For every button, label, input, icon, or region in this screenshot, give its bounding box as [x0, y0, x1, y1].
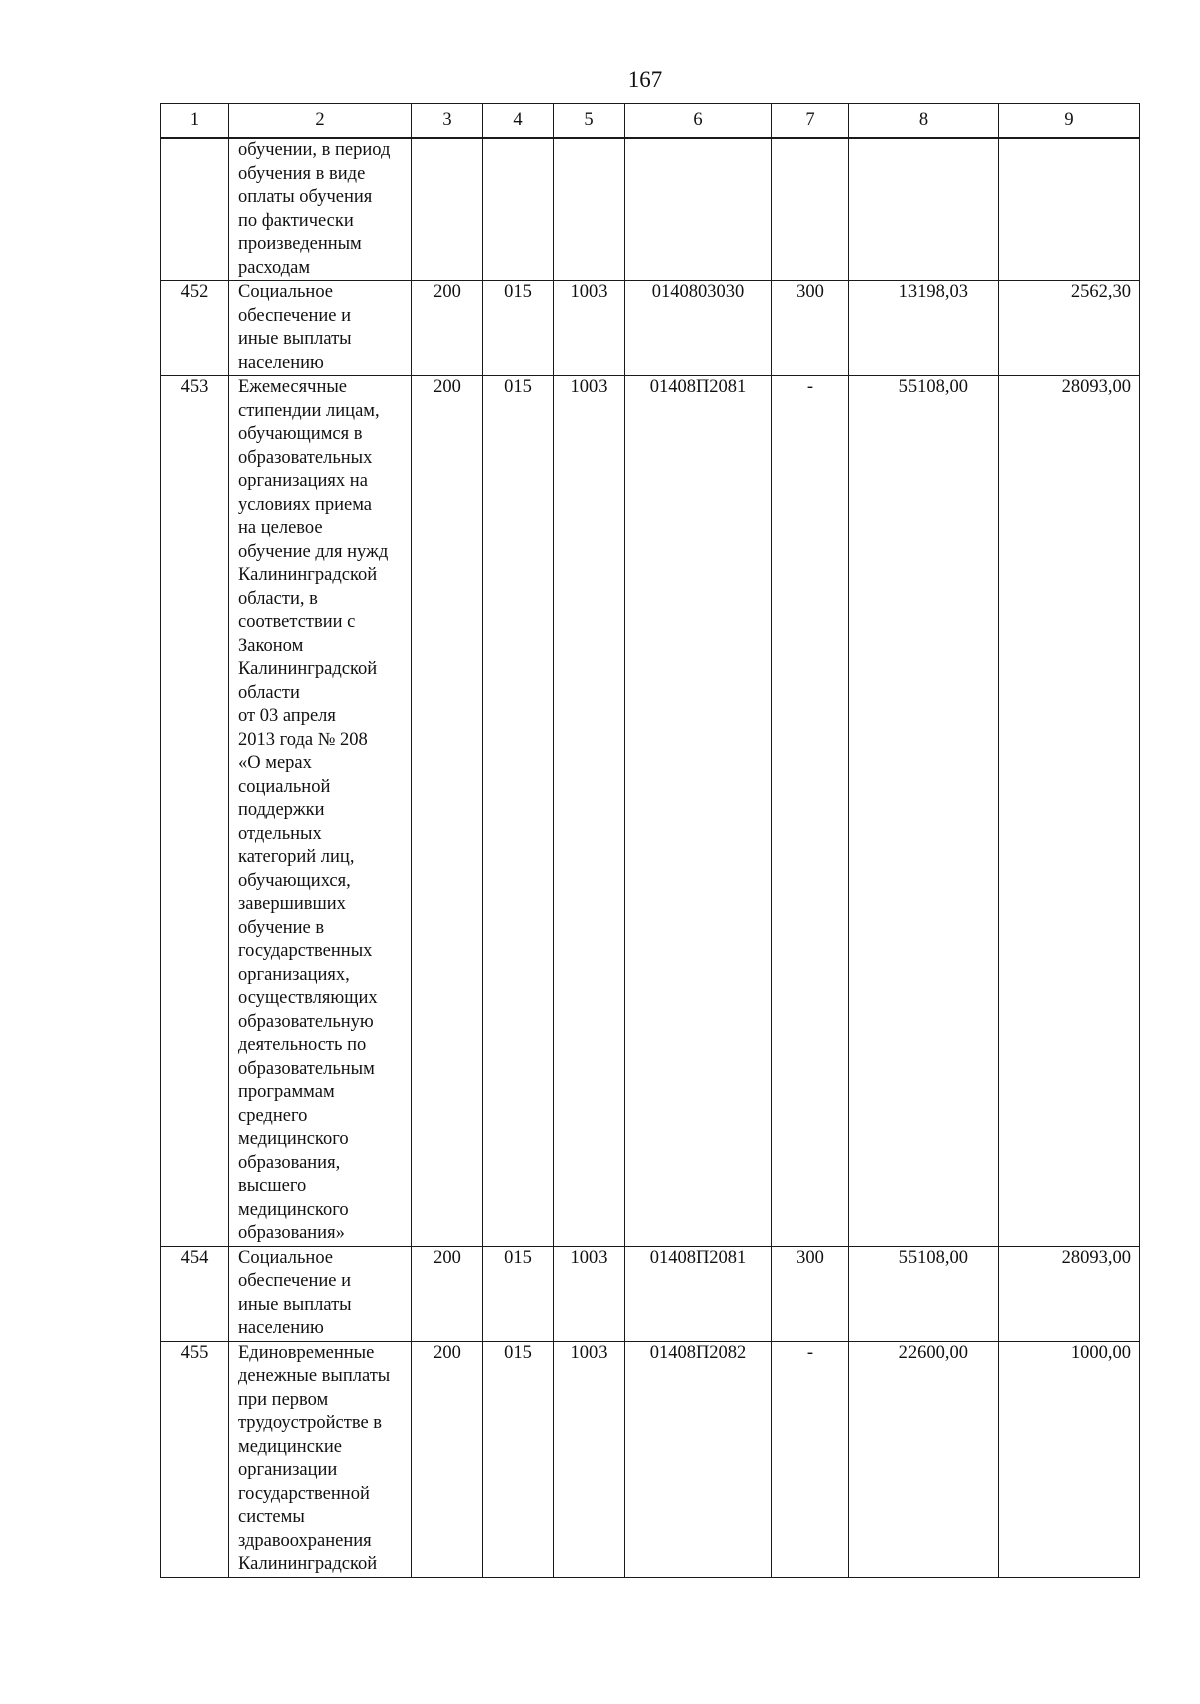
description-line: обучение для нужд: [238, 541, 389, 562]
column-header-9: 9: [999, 104, 1140, 139]
column-header-3: 3: [412, 104, 483, 139]
description-line: среднего: [238, 1105, 308, 1126]
description-line: оплаты обучения: [238, 187, 373, 207]
cell-col-3: 200: [412, 1246, 483, 1341]
description-line: государственных: [238, 941, 373, 961]
table-body: [161, 138, 1140, 1577]
description-line: обучения в виде: [238, 163, 366, 184]
description-line: образования,: [238, 1152, 341, 1173]
description-line: обучающимся в: [238, 424, 363, 444]
header-row: [161, 104, 1140, 139]
description-line: обучение в: [238, 917, 325, 938]
cell-amount-9: 1000,00: [999, 1341, 1140, 1577]
cell-col-3: 200: [412, 1341, 483, 1577]
description-line: иные выплаты: [238, 1294, 352, 1315]
cell-amount-9: 28093,00: [999, 376, 1140, 1247]
cell-amount-9: 2562,30: [999, 281, 1140, 376]
description-line: населению: [238, 1318, 324, 1338]
column-header-5: 5: [554, 104, 625, 139]
description-line: организациях на: [238, 471, 368, 491]
description-cell: [229, 281, 412, 376]
description-line: образовательную: [238, 1011, 374, 1032]
cell-col-5: 1003: [554, 376, 625, 1247]
description-line: произведенным: [238, 234, 362, 254]
description-line: стипендии лицам,: [238, 400, 380, 421]
row-number-cell: 454: [161, 1246, 229, 1341]
cell-budget-code: 0140803030: [625, 281, 772, 376]
cell-col-7: [772, 138, 849, 281]
description-line: обучении, в период: [238, 140, 391, 160]
row-number-cell: 453: [161, 376, 229, 1247]
description-line: иные выплаты: [238, 329, 352, 349]
cell-col-3: [412, 138, 483, 281]
table-row: [161, 1341, 1140, 1577]
description-cell: [229, 376, 412, 1247]
description-cell: [229, 138, 412, 281]
description-line: программам: [238, 1082, 335, 1102]
description-line: Социальное: [238, 1247, 334, 1268]
description-line: области: [238, 682, 300, 703]
description-line: медицинского: [238, 1129, 349, 1149]
cell-budget-code: 01408П2081: [625, 1246, 772, 1341]
column-header-6: 6: [625, 104, 772, 139]
page-number: 167: [627, 67, 663, 92]
description-line: организации: [238, 1460, 338, 1480]
description-line: поддержки: [238, 800, 325, 820]
table-row: [161, 281, 1140, 376]
description-line: «О мерах: [238, 753, 312, 773]
description-cell: [229, 1246, 412, 1341]
description-line: по фактически: [238, 210, 354, 231]
description-line: системы: [238, 1507, 305, 1527]
cell-col-5: 1003: [554, 281, 625, 376]
cell-col-5: 1003: [554, 1246, 625, 1341]
description-line: деятельность по: [238, 1035, 367, 1055]
description-line: Единовременные: [238, 1342, 375, 1363]
table-row: [161, 138, 1140, 281]
description-line: условиях приема: [238, 494, 373, 515]
cell-amount-8: 55108,00: [849, 1246, 999, 1341]
description-line: медицинского: [238, 1199, 349, 1220]
cell-amount-8: 55108,00: [849, 376, 999, 1247]
description-line: категорий лиц,: [238, 847, 355, 867]
column-header-1: 1: [161, 104, 229, 139]
cell-amount-8: 22600,00: [849, 1341, 999, 1577]
cell-col-3: 200: [412, 281, 483, 376]
column-header-2: 2: [229, 104, 412, 139]
description-line: области, в: [238, 588, 318, 609]
description-line: образовательным: [238, 1058, 375, 1079]
column-header-8: 8: [849, 104, 999, 139]
cell-amount-8: [849, 138, 999, 281]
cell-col-4: 015: [483, 376, 554, 1247]
row-number-cell: [161, 138, 229, 281]
description-line: населению: [238, 352, 324, 373]
cell-amount-9: 28093,00: [999, 1246, 1140, 1341]
description-line: образовательных: [238, 447, 373, 468]
description-line: соответствии с: [238, 612, 356, 632]
cell-col-4: 015: [483, 1246, 554, 1341]
description-line: государственной: [238, 1483, 370, 1504]
column-header-7: 7: [772, 104, 849, 139]
column-header-4: 4: [483, 104, 554, 139]
description-line: трудоустройстве в: [238, 1413, 383, 1433]
description-cell: [229, 1341, 412, 1577]
description-line: отдельных: [238, 823, 322, 844]
cell-col-4: 015: [483, 1341, 554, 1577]
budget-table: [160, 103, 1140, 1578]
description-line: обеспечение и: [238, 305, 352, 326]
description-line: 2013 года № 208: [238, 729, 368, 750]
cell-col-4: 015: [483, 281, 554, 376]
cell-col-5: 1003: [554, 1341, 625, 1577]
cell-budget-code: 01408П2082: [625, 1341, 772, 1577]
table-row: [161, 376, 1140, 1247]
description-line: высшего: [238, 1176, 307, 1196]
cell-col-7: -: [772, 1341, 849, 1577]
row-number-cell: 455: [161, 1341, 229, 1577]
description-line: от 03 апреля: [238, 706, 336, 726]
cell-col-7: -: [772, 376, 849, 1247]
description-line: организациях,: [238, 964, 350, 985]
description-line: Калининградской: [238, 565, 378, 585]
description-line: Калининградской: [238, 659, 378, 679]
description-line: обучающихся,: [238, 870, 351, 891]
description-line: завершивших: [238, 894, 346, 914]
description-line: расходам: [238, 257, 311, 278]
cell-col-4: [483, 138, 554, 281]
cell-budget-code: [625, 138, 772, 281]
description-line: осуществляющих: [238, 988, 378, 1008]
description-line: обеспечение и: [238, 1271, 352, 1291]
description-line: медицинские: [238, 1436, 342, 1457]
description-line: денежные выплаты: [238, 1366, 391, 1386]
table-row: [161, 1246, 1140, 1341]
cell-col-3: 200: [412, 376, 483, 1247]
description-line: социальной: [238, 776, 331, 797]
description-line: образования»: [238, 1223, 345, 1243]
description-line: на целевое: [238, 518, 323, 538]
row-number-cell: 452: [161, 281, 229, 376]
description-line: Ежемесячные: [238, 377, 347, 397]
cell-col-7: 300: [772, 281, 849, 376]
cell-col-5: [554, 138, 625, 281]
description-line: здравоохранения: [238, 1530, 372, 1551]
description-line: Законом: [238, 635, 304, 656]
description-line: Социальное: [238, 282, 334, 302]
cell-amount-8: 13198,03: [849, 281, 999, 376]
cell-col-7: 300: [772, 1246, 849, 1341]
description-line: Калининградской: [238, 1554, 378, 1574]
cell-budget-code: 01408П2081: [625, 376, 772, 1247]
description-line: при первом: [238, 1389, 329, 1410]
cell-amount-9: [999, 138, 1140, 281]
